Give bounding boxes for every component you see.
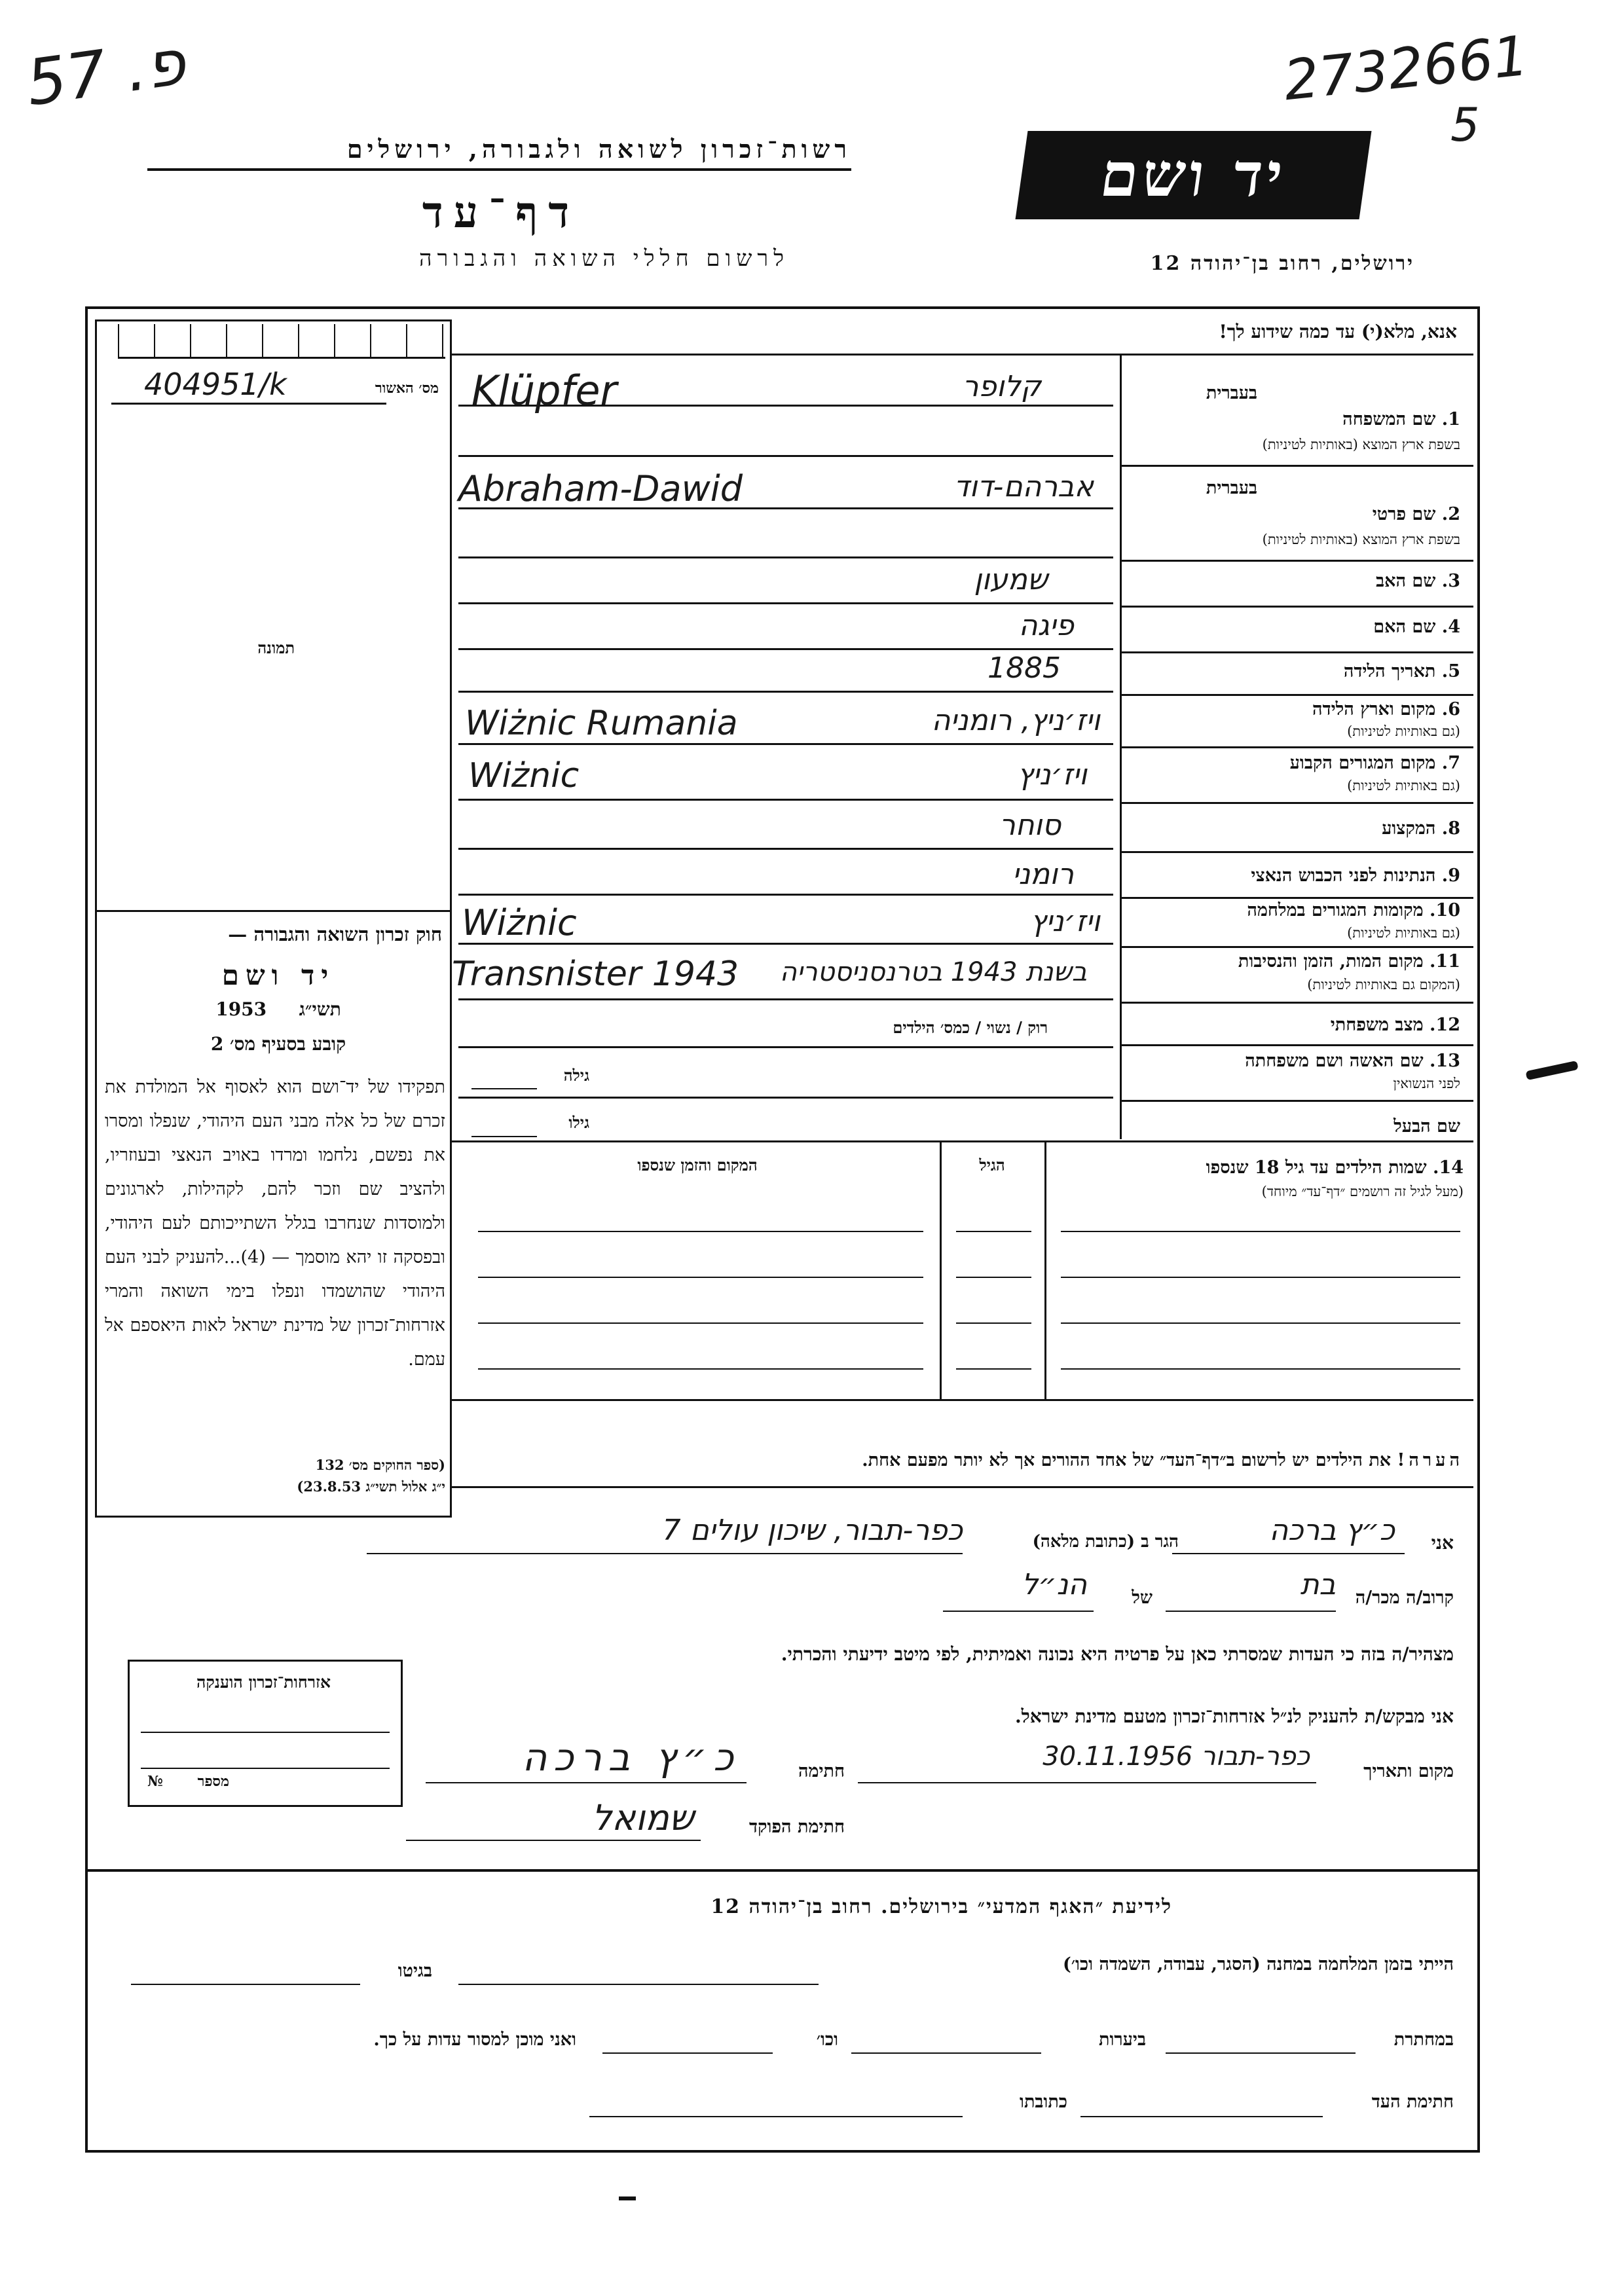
child-row-4-place: [478, 1368, 923, 1370]
row-rule-10: [1120, 946, 1473, 948]
footer-line3-blank-2: [589, 2116, 963, 2117]
logo-text: יד ושם: [1096, 139, 1291, 210]
field-8-name: המקצוע: [1382, 818, 1436, 839]
value-line-4: [458, 648, 1113, 650]
children-label: [1051, 1157, 1464, 1178]
field-11-latin: Transnister 1943: [452, 955, 739, 994]
signature-value: כ״ץ ברכה: [522, 1735, 740, 1779]
field-6-label: [1126, 699, 1460, 720]
child-row-3-age: [956, 1322, 1031, 1324]
husband-age-label: גילו: [568, 1113, 589, 1132]
row-rule-7: [1120, 802, 1473, 804]
field-8-value: סוחר: [999, 809, 1061, 842]
field-12-name: מצב משפחתי: [1330, 1015, 1424, 1035]
law-source-1: (ספר החוקים מס׳ 132: [315, 1457, 445, 1473]
children-col-div-1: [1044, 1140, 1046, 1399]
field-7-name: מקום המגורים הקבוע: [1289, 753, 1436, 773]
note-rule-top: [452, 1399, 1473, 1401]
field-13-name: שם האשה ושם משפחתה: [1245, 1051, 1424, 1071]
row-rule-6: [1120, 746, 1473, 748]
child-row-1-place: [478, 1231, 923, 1232]
authority-line: רשות־זכרון לשואה ולגבורה, ירושלים: [147, 134, 851, 171]
field-6-sub: (גם באותיות לטיניות): [1347, 723, 1460, 739]
field-4-name: שם האם: [1373, 617, 1436, 637]
relation-value: בת: [1300, 1568, 1336, 1601]
certificate-title: אזרחות־זכרון הוענקה: [196, 1673, 331, 1692]
law-year: [115, 998, 442, 1021]
approval-label: מס׳ האשור: [375, 380, 439, 397]
value-line-1b: [458, 455, 1113, 457]
field-5-name: תאריך הלידה: [1343, 661, 1436, 682]
of-line: [943, 1611, 1094, 1612]
field-11-label: [1126, 951, 1460, 972]
note-label: הערה!: [1397, 1450, 1464, 1470]
field-5-num: 5.: [1441, 661, 1460, 682]
certificate-line-2: [141, 1768, 390, 1769]
footer-line1-end: בגיטו: [397, 1961, 432, 1981]
law-source-2: י״ג אלול תשי״ג 23.8.53): [297, 1478, 445, 1495]
field-9-name: הנתינות לפני הכבוש הנאצי: [1251, 866, 1436, 886]
footer-line2-b: ביערות: [1098, 2030, 1146, 2050]
approval-underline: [111, 403, 386, 405]
law-year-number: 1953: [215, 998, 267, 1020]
field-6-num: 6.: [1441, 699, 1460, 720]
field-2-latin: Abraham-Dawid: [458, 468, 743, 509]
row-rule-8: [1120, 851, 1473, 853]
wife-age-label: גילה: [563, 1066, 589, 1085]
footer-line1-blank-2: [131, 1984, 360, 1985]
field-2-sub: בשפת ארץ המוצא (באותיות לטיניות): [1262, 532, 1460, 547]
declarant-address: כפר-תבור, שיכון עולים 7: [662, 1514, 963, 1547]
field-10-hebrew: ויז׳ניץ: [1030, 905, 1100, 938]
approval-ticks: [118, 324, 445, 359]
footer-line3-blank-1: [1080, 2116, 1323, 2117]
child-row-2-name: [1061, 1277, 1460, 1278]
field-1-name: שם המשפחה: [1342, 409, 1436, 429]
row-rule-3: [1120, 606, 1473, 608]
field-9-label: [1126, 866, 1460, 886]
child-row-4-name: [1061, 1368, 1460, 1370]
field-12-label: [1126, 1015, 1460, 1035]
child-row-1-age: [956, 1231, 1031, 1232]
field-12-num: 12.: [1430, 1015, 1460, 1035]
field-2-label: [1126, 504, 1460, 524]
field-3-label: [1126, 571, 1460, 591]
row-rule-5: [1120, 694, 1473, 696]
yad-vashem-logo: [1016, 131, 1372, 219]
children-name: שמות הילדים עד גיל 18 שנספו: [1206, 1157, 1427, 1178]
field-4-label: [1126, 617, 1460, 637]
field-3-num: 3.: [1441, 571, 1460, 591]
value-line-12: [458, 1046, 1113, 1048]
place-date-label: מקום ותאריך: [1363, 1761, 1454, 1781]
row-rule-11: [1120, 1002, 1473, 1004]
instruction-rule: [452, 354, 1473, 355]
field-1-sub: בשפת ארץ המוצא (באותיות לטיניות): [1262, 437, 1460, 452]
field-5-label: [1126, 661, 1460, 682]
value-line-13: [458, 1097, 1113, 1099]
row-rule-12: [1120, 1044, 1473, 1046]
place-date-line: [858, 1782, 1316, 1783]
child-row-3-name: [1061, 1322, 1460, 1324]
statement: מצהיר/ה בזה כי העדות שמסרתי כאן על פרטיה היא נכונה ואמיתית, לפי מיטב ידיעתי והכרתי.: [781, 1643, 1454, 1665]
field-13-sub: לפני הנשואין: [1393, 1076, 1460, 1091]
child-row-2-place: [478, 1277, 923, 1278]
children-col-div-2: [940, 1140, 942, 1399]
field-3-value: שמעון: [974, 563, 1048, 596]
law-section: קובע בסעיף מס׳ 2: [210, 1033, 346, 1055]
value-line-9: [458, 894, 1113, 896]
stray-mark-right: [1525, 1061, 1578, 1080]
address-line: [367, 1553, 963, 1554]
footer-line3-a: חתימת העד: [1371, 2092, 1454, 2112]
value-line-7: [458, 799, 1113, 801]
field-6-hebrew: ויז׳ניץ, רומניה: [931, 704, 1100, 737]
note-rule-bottom: [452, 1486, 1473, 1488]
row-rule-4: [1120, 651, 1473, 653]
request: אני מבקש/ת להעניק לנ״ל אזרחות־זכרון מטעם מדינת ישראל.: [1014, 1705, 1454, 1727]
certificate-number-label: מספר: [197, 1773, 229, 1790]
field-13-num: 13.: [1430, 1051, 1460, 1071]
certificate-no-mark: №: [147, 1773, 163, 1790]
footer-line1-blank-1: [458, 1984, 819, 1985]
field-1-hebrew: קלופר: [962, 370, 1041, 403]
footer-line2-blank-2: [851, 2052, 1041, 2054]
address-hint: (כתובת מלאה): [1032, 1532, 1135, 1552]
field-9-value: רומני: [1012, 858, 1074, 891]
child-row-1-name: [1061, 1231, 1460, 1232]
field-12-options: רוק / נשוי / כמס׳ הילדים: [893, 1018, 1048, 1037]
husband-label: שם הבעל: [1393, 1116, 1460, 1137]
law-year-hebrew: תשי״ג: [299, 998, 341, 1020]
field-11-hebrew: בשנת 1943 בטרנסניסטריה: [779, 957, 1087, 987]
officer-signature: שמואל: [591, 1797, 694, 1838]
field-7-num: 7.: [1441, 753, 1460, 773]
footer-line1-start: הייתי בזמן המלחמה במחנה (הסגר, עבודה, השמדה וכו׳): [1063, 1954, 1454, 1975]
form-subtitle: לרשום חללי השואה והגבורה: [419, 246, 789, 272]
signature-line: [426, 1782, 747, 1783]
archive-number: 2732661: [1280, 23, 1532, 113]
child-row-4-age: [956, 1368, 1031, 1370]
value-line-8: [458, 848, 1113, 850]
field-8-label: [1126, 818, 1460, 839]
field-2-hebrew: אברהם-דוד: [953, 470, 1094, 503]
footer-line2-blank-1: [1166, 2052, 1356, 2054]
field-8-num: 8.: [1441, 818, 1460, 839]
children-col-place: המקום והזמן שנספו: [637, 1156, 758, 1175]
field-6-name: מקום וארץ הלידה: [1312, 699, 1436, 720]
field-5-value: 1885: [987, 651, 1061, 685]
row-rule-1: [1120, 465, 1473, 467]
row-rule-13: [1120, 1100, 1473, 1102]
field-10-name: מקומות המגורים במלחמה: [1247, 900, 1424, 920]
of-value: הנ״ל: [1022, 1568, 1087, 1601]
footer-line2-blank-3: [602, 2052, 773, 2054]
signature-label: חתימה: [798, 1761, 845, 1781]
wife-age-line: [471, 1088, 537, 1089]
field-13-label: [1126, 1051, 1460, 1071]
photo-label: תמונה: [257, 638, 295, 657]
archive-digit: 5: [1450, 98, 1480, 152]
field-4-num: 4.: [1441, 617, 1460, 637]
row-rule-14: [452, 1140, 1473, 1142]
field-9-num: 9.: [1441, 866, 1460, 886]
stray-mark-bottom: [619, 2196, 636, 2200]
officer-line: [406, 1840, 701, 1841]
field-7-latin: Wiżnic: [468, 756, 580, 795]
instruction: אנא, מלא(י) עד כמה שידוע לך!: [1219, 321, 1457, 342]
law-box-divider: [95, 910, 452, 912]
field-7-label: [1126, 753, 1460, 773]
footer-line2-a: במחתרת: [1393, 2030, 1454, 2050]
place-date-value: כפר-תבור 30.11.1956: [1043, 1741, 1310, 1772]
field-11-num: 11.: [1430, 951, 1460, 972]
field-10-label: [1126, 900, 1460, 920]
address-line: ירושלים, רחוב בן־יהודה 12: [1150, 252, 1414, 275]
footer-line3-b: כתובתו: [1020, 2092, 1067, 2112]
footer-title: לידיעת ״האגף המדעי״ בירושלים. רחוב בן־יהודה 12: [710, 1895, 1172, 1918]
note-text: את הילדים יש לרשום ב״דף־העד״ של אחד ההורים אך לא יותר מפעם אחת.: [862, 1450, 1392, 1470]
children-sub: (מעל לגיל זה רושמים ״דף־עד״ מיוחד): [1261, 1184, 1464, 1199]
certificate-line-1: [141, 1732, 390, 1733]
footer-rule: [85, 1869, 1480, 1872]
child-row-3-place: [478, 1322, 923, 1324]
field-2-num: 2.: [1441, 504, 1460, 524]
children-col-age: הגיל: [979, 1156, 1005, 1175]
field-7-sub: (גם באותיות לטיניות): [1347, 778, 1460, 793]
field-4-value: פיגה: [1018, 609, 1074, 642]
row-rule-9: [1120, 897, 1473, 899]
relation-line: [1166, 1611, 1336, 1612]
row-rule-2: [1120, 560, 1473, 562]
declarant-label: אני: [1431, 1532, 1454, 1554]
language-label-2: בעברית: [1206, 478, 1257, 498]
top-left-mark: פ. 57: [22, 25, 190, 120]
footer-line2-c: וכו׳: [816, 2030, 838, 2050]
field-11-name: מקום המות, הזמן והנסיבות: [1238, 951, 1424, 972]
field-1-num: 1.: [1441, 409, 1460, 429]
of-label: של: [1132, 1588, 1153, 1608]
footer-line2-d: ואני מוכן למסור עדות על כך.: [373, 2030, 576, 2050]
value-line-2b: [458, 556, 1113, 558]
note-line: [471, 1450, 1464, 1470]
value-line-6: [458, 743, 1113, 745]
relation-label: קרוב/ה מכר/ה: [1355, 1588, 1454, 1608]
value-line-11: [458, 998, 1113, 1000]
value-line-5: [458, 691, 1113, 693]
field-10-num: 10.: [1430, 900, 1460, 920]
law-title: חוק זכרון השואה והגבורה —: [228, 923, 442, 945]
field-6-latin: Wiżnic Rumania: [465, 704, 738, 743]
husband-age-line: [471, 1136, 537, 1137]
address-label: [969, 1532, 1179, 1552]
field-2-name: שם פרטי: [1372, 504, 1436, 524]
field-1-label: [1126, 409, 1460, 429]
field-7-hebrew: ויז׳ניץ: [1017, 758, 1087, 792]
field-11-sub: (המקום גם באותיות לטיניות): [1307, 977, 1460, 993]
law-text: תפקידו של יד־ושם הוא לאסוף אל המולדת את זכרם של כל אלה מבני העם היהודי, שנפלו ומסרו את נפשם, נלחמו ומרדו באויב הנאצי ובעוזריו, ולהציב שם וזכר להם, לקהילות, לארגונים ולמוסדות שנחרבו בגלל השתייכותם לעם היהודי, ובפסקה זו יהא מוסמך — (4)...להעניק לבני העם היהודי שהושמדו ונפלו בימי השואה והמרי אזרחות־זכרון של מדינת ישראל לאות היאספם אל עמם.: [105, 1077, 446, 1370]
children-num: 14.: [1433, 1157, 1464, 1178]
language-label-1: בעברית: [1206, 383, 1257, 403]
address-label-text: הגר ב: [1141, 1532, 1179, 1552]
field-10-sub: (גם באותיות לטיניות): [1347, 925, 1460, 941]
approval-number: 404951/k: [144, 367, 287, 402]
child-row-2-age: [956, 1277, 1031, 1278]
officer-label: חתימת הפוקד: [749, 1817, 845, 1837]
law-name: יד ושם: [221, 959, 335, 991]
value-line-3: [458, 602, 1113, 604]
declarant-line: [1172, 1553, 1405, 1554]
declarant-name: כ״ץ ברכה: [1269, 1514, 1395, 1547]
field-1-latin: Klüpfer: [471, 367, 617, 414]
field-10-latin: Wiżnic: [462, 902, 577, 943]
field-3-name: שם האב: [1376, 571, 1436, 591]
form-title: דף־עד: [422, 187, 580, 238]
